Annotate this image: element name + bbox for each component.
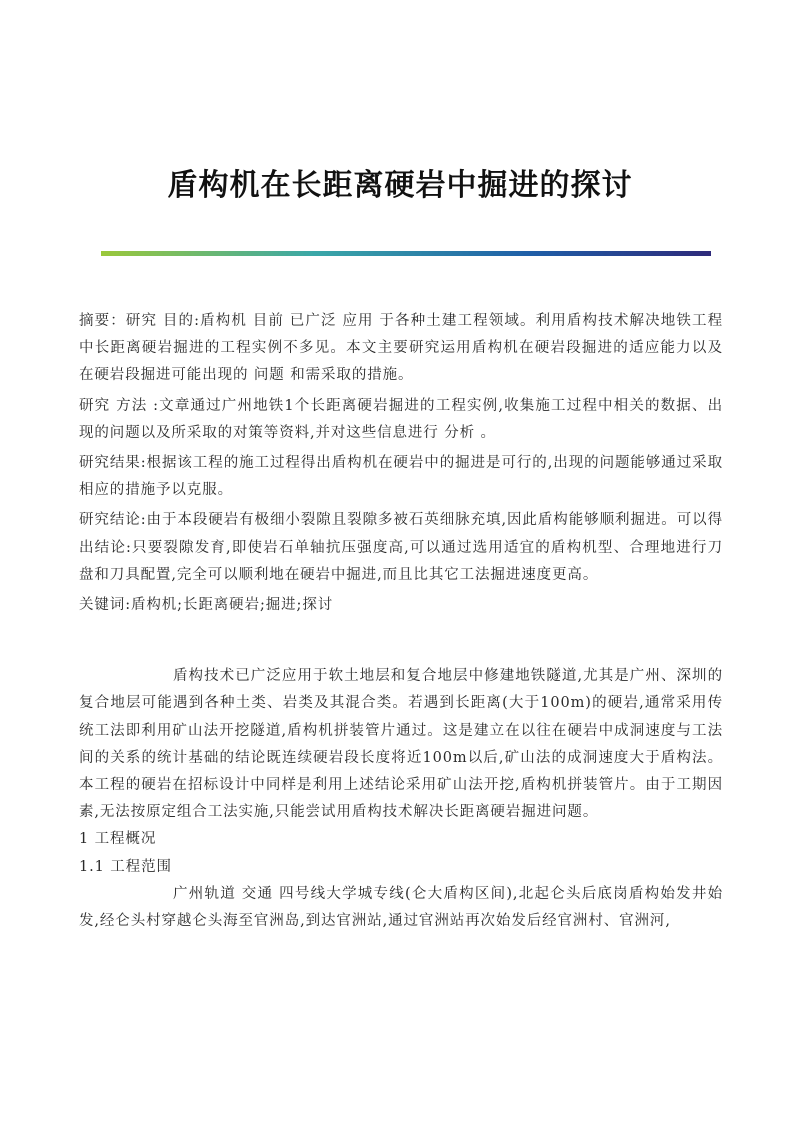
- title-divider: [101, 251, 711, 256]
- paper-content: [79, 308, 723, 935]
- abstract-conclusion: 研究结论:由于本段硬岩有极细小裂隙且裂隙多被石英细脉充填,因此盾构能够顺利掘进。可以得出结论:只要裂隙发育,即使岩石单轴抗压强度高,可以通过选用适宜的盾构机型、合理地进行刀盘和刀具配置,完全可以顺利地在硬岩中掘进,而且比其它工法掘进速度更高。: [79, 512, 723, 583]
- keywords: 关键词:盾构机;长距离硬岩;掘进;探讨: [79, 597, 334, 614]
- section-heading-1: 1 工程概况: [79, 831, 157, 848]
- intro-paragraph: 盾构技术已广泛应用于软土地层和复合地层中修建地铁隧道,尤其是广州、深圳的复合地层可能遇到各种土类、岩类及其混合类。若遇到长距离(大于100m)的硬岩,通常采用传统工法即利用矿山法开挖隧道,盾构机拼装管片通过。这是建立在以往在硬岩中成洞速度与工法间的关系的统计基础的结论既连续硬岩段长度将近100m以后,矿山法的成洞速度大于盾构法。本工程的硬岩在招标设计中同样是利用上述结论采用矿山法开挖,盾构机拼装管片。由于工期因素,无法按原定组合工法实施,只能尝试用盾构技术解决长距离硬岩掘进问题。: [79, 668, 723, 821]
- scope-paragraph: 广州轨道 交通 四号线大学城专线(仑大盾构区间),北起仑头后底岗盾构始发井始发,经仑头村穿越仑头海至官洲岛,到达官洲站,通过官洲站再次始发后经官洲村、官洲河,: [79, 885, 723, 930]
- abstract-method: 研究 方法 :文章通过广州地铁1个长距离硬岩掘进的工程实例,收集施工过程中相关的数据、出现的问题以及所采取的对策等资料,并对这些信息进行 分析 。: [79, 397, 723, 441]
- abstract-result: 研究结果:根据该工程的施工过程得出盾构机在硬岩中的掘进是可行的,出现的问题能够通过采取相应的措施予以克服。: [79, 455, 723, 499]
- abstract-summary: 摘要：研究 目的:盾构机 目前 已广泛 应用 于各种土建工程领域。利用盾构技术解决地铁工程中长距离硬岩掘进的工程实例不多见。本文主要研究运用盾构机在硬岩段掘进的适应能力以及在硬岩段掘进可能出现的 问题 和需采取的措施。: [79, 313, 723, 384]
- paper-title: 盾构机在长距离硬岩中掘进的探讨: [167, 168, 633, 203]
- section-heading-1-1: 1.1 工程范围: [79, 858, 172, 875]
- abstract-section: [79, 308, 723, 619]
- body-section: [79, 663, 723, 935]
